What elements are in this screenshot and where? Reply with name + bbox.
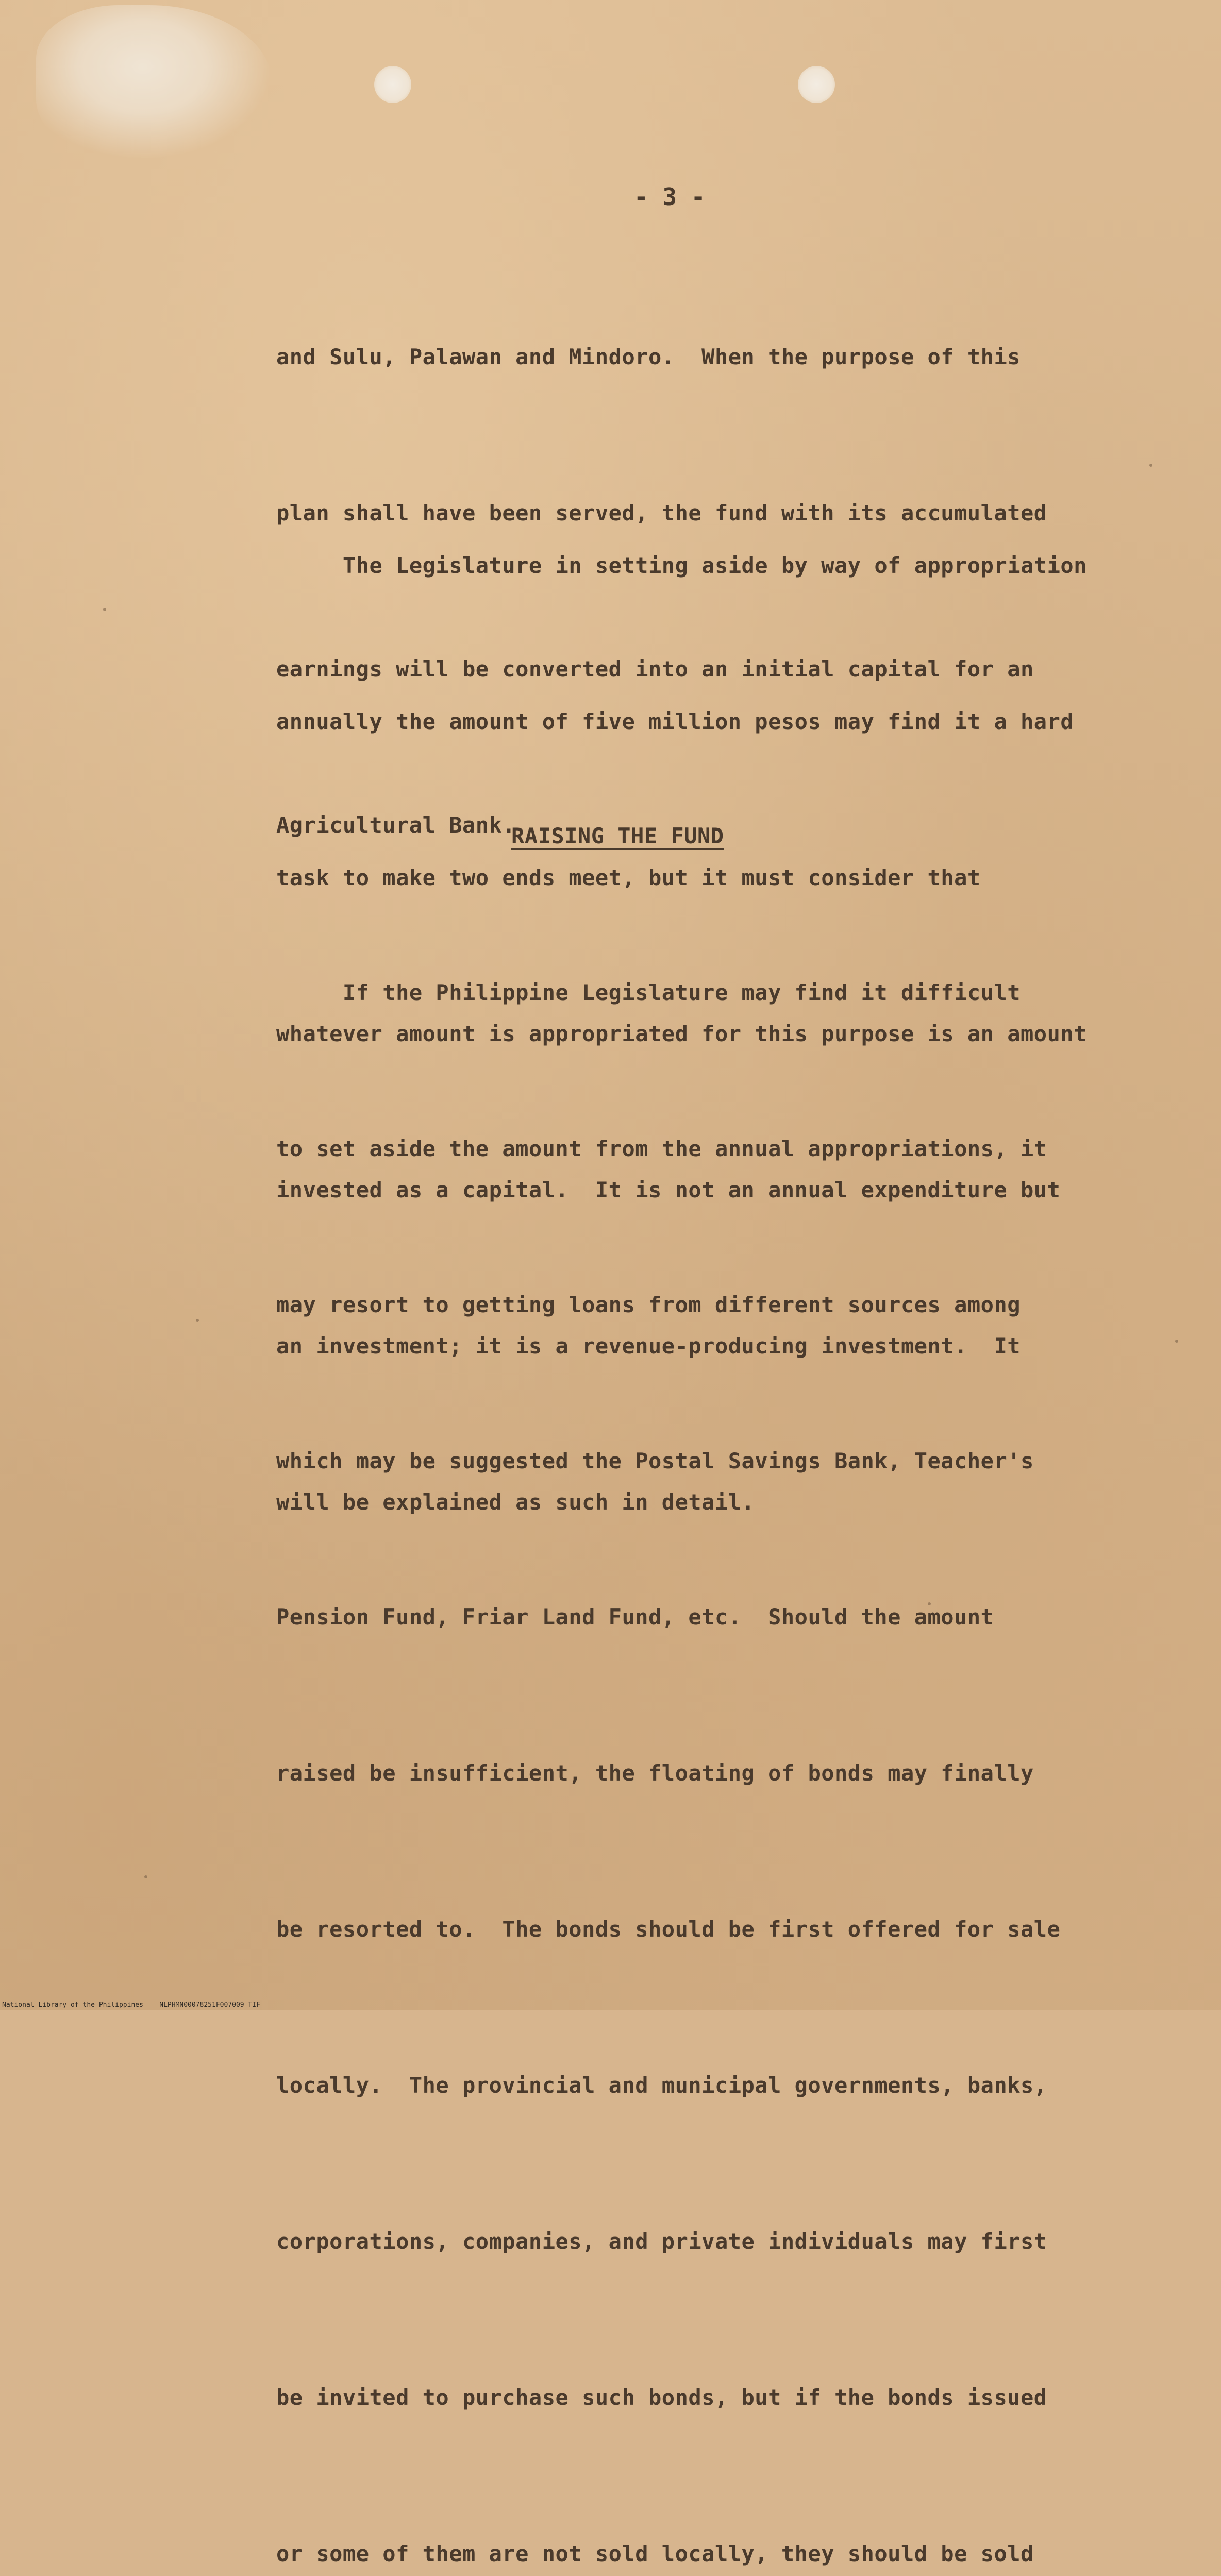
- text-line: may resort to getting loans from different sources among: [276, 1292, 1021, 1317]
- paper-speck: [1175, 1340, 1178, 1343]
- paragraph-raising-fund: [276, 862, 1087, 2576]
- text-line: If the Philippine Legislature may find it difficult: [276, 980, 1021, 1005]
- text-line: and Sulu, Palawan and Mindoro. When the purpose of this: [276, 344, 1021, 369]
- text-line: be invited to purchase such bonds, but if the bonds issued: [276, 2385, 1047, 2410]
- text-line: to set aside the amount from the annual appropriations, it: [276, 1136, 1047, 1161]
- text-line: The Legislature in setting aside by way of appropriation: [276, 553, 1087, 578]
- text-line: an investment; it is a revenue-producing investment. It: [276, 1333, 1021, 1359]
- text-line: be resorted to. The bonds should be first offered for sale: [276, 1917, 1061, 1942]
- text-line: earnings will be converted into an initial capital for an: [276, 656, 1034, 682]
- binding-hole-right: [798, 66, 835, 103]
- paper-speck: [144, 1875, 147, 1878]
- text-line: task to make two ends meet, but it must consider that: [276, 865, 981, 890]
- text-line: whatever amount is appropriated for this purpose is an amount: [276, 1021, 1087, 1046]
- paper-tear-stain: [36, 5, 273, 160]
- text-line: raised be insufficient, the floating of bonds may finally: [276, 1760, 1034, 1786]
- text-line: or some of them are not sold locally, they should be sold: [276, 2541, 1034, 2566]
- paper-speck: [1149, 464, 1152, 467]
- text-line: Pension Fund, Friar Land Fund, etc. Should the amount: [276, 1604, 994, 1630]
- text-line: locally. The provincial and municipal governments, banks,: [276, 2073, 1047, 2098]
- archive-footer: National Library of the Philippines NLPHMN00078251F007009 TIF: [2, 2001, 260, 2009]
- page-number: - 3 -: [634, 183, 706, 211]
- text-line: which may be suggested the Postal Savings Bank, Teacher's: [276, 1448, 1034, 1473]
- text-line: Agricultural Bank.: [276, 812, 516, 838]
- text-line: corporations, companies, and private individuals may first: [276, 2229, 1047, 2254]
- text-line: will be explained as such in detail.: [276, 1489, 755, 1515]
- paper-speck: [103, 608, 106, 611]
- section-heading: RAISING THE FUND: [511, 823, 724, 849]
- text-line: plan shall have been served, the fund with its accumulated: [276, 500, 1047, 526]
- text-line: invested as a capital. It is not an annual expenditure but: [276, 1177, 1061, 1202]
- paper-speck: [196, 1319, 199, 1322]
- binding-hole-left: [374, 66, 411, 103]
- text-line: annually the amount of five million pesos may find it a hard: [276, 709, 1074, 734]
